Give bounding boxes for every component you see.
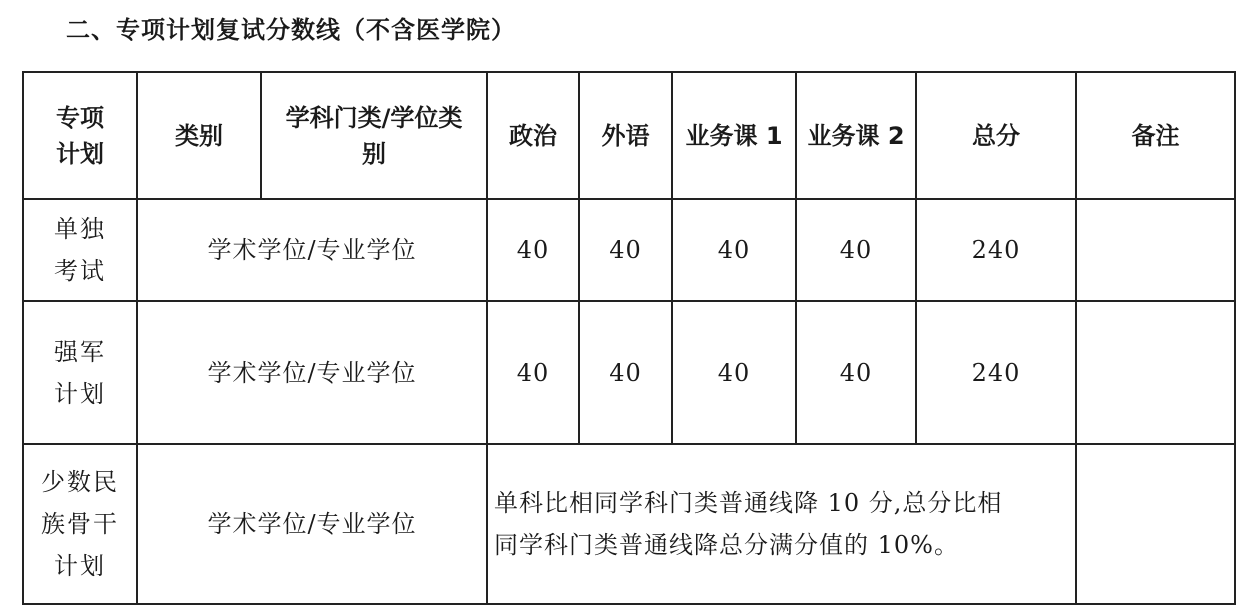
score-line-table bbox=[22, 71, 1236, 605]
plan-line: 计划 bbox=[54, 552, 106, 580]
table-row bbox=[23, 199, 1235, 301]
header-discipline-line: 别 bbox=[361, 139, 386, 168]
degree-type-cell: 学术学位/专业学位 bbox=[137, 444, 487, 604]
table-row bbox=[23, 301, 1235, 444]
remarks-cell bbox=[1076, 301, 1235, 444]
header-category: 类别 bbox=[137, 72, 261, 199]
header-plan-line: 专项 bbox=[56, 103, 104, 132]
foreign-language-cell: 40 bbox=[579, 199, 672, 301]
plan-line: 强军 bbox=[54, 337, 106, 366]
plan-line: 计划 bbox=[54, 379, 106, 408]
course2-cell: 40 bbox=[796, 301, 916, 444]
course1-cell: 40 bbox=[672, 199, 796, 301]
header-remarks: 备注 bbox=[1076, 72, 1235, 199]
total-cell: 240 bbox=[916, 301, 1076, 444]
remarks-cell bbox=[1076, 444, 1235, 604]
course1-cell: 40 bbox=[672, 301, 796, 444]
total-cell: 240 bbox=[916, 199, 1076, 301]
plan-line: 考试 bbox=[54, 257, 106, 285]
score-note-cell bbox=[487, 444, 1076, 604]
header-row bbox=[23, 72, 1235, 199]
politics-cell: 40 bbox=[487, 199, 579, 301]
table-row bbox=[23, 444, 1235, 604]
header-politics: 政治 bbox=[487, 72, 579, 199]
header-discipline-line: 学科门类/学位类 bbox=[285, 103, 463, 132]
plan-cell bbox=[23, 301, 137, 444]
plan-line: 少数民 bbox=[41, 468, 119, 496]
plan-line: 族骨干 bbox=[41, 510, 119, 538]
header-course2: 业务课 2 bbox=[796, 72, 916, 199]
header-course1: 业务课 1 bbox=[672, 72, 796, 199]
score-note-line: 同学科门类普通线降总分满分值的 10%。 bbox=[494, 531, 959, 559]
politics-cell: 40 bbox=[487, 301, 579, 444]
section-heading: 二、专项计划复试分数线（不含医学院） bbox=[66, 16, 516, 44]
degree-type-cell: 学术学位/专业学位 bbox=[137, 301, 487, 444]
header-foreign-language: 外语 bbox=[579, 72, 672, 199]
plan-cell bbox=[23, 199, 137, 301]
header-discipline bbox=[261, 72, 487, 199]
score-note-line: 单科比相同学科门类普通线降 10 分,总分比相 bbox=[494, 489, 1003, 517]
foreign-language-cell: 40 bbox=[579, 301, 672, 444]
plan-line: 单独 bbox=[54, 215, 106, 243]
course2-cell: 40 bbox=[796, 199, 916, 301]
header-plan-line: 计划 bbox=[56, 139, 104, 168]
header-total: 总分 bbox=[916, 72, 1076, 199]
header-plan bbox=[23, 72, 137, 199]
degree-type-cell: 学术学位/专业学位 bbox=[137, 199, 487, 301]
remarks-cell bbox=[1076, 199, 1235, 301]
plan-cell bbox=[23, 444, 137, 604]
